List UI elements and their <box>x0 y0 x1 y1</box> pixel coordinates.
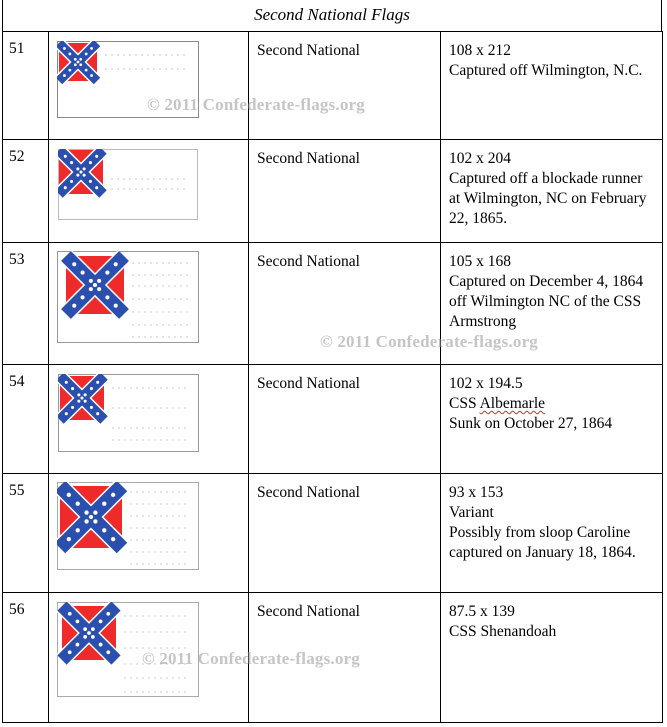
saltire-star <box>87 631 91 635</box>
saltire-star <box>89 161 92 164</box>
saltire-star <box>63 74 66 77</box>
flag-type: Second National <box>249 32 441 140</box>
saltire-star <box>79 58 82 61</box>
saltire-star <box>76 528 80 532</box>
saltire-star <box>90 74 93 77</box>
flag-info-line: Possibly from sloop Caroline <box>449 524 631 541</box>
saltire-star <box>71 387 74 390</box>
flag-number: 52 <box>3 140 49 243</box>
flag-info-line-prefix: CSS <box>449 395 480 412</box>
saltire-star <box>68 69 71 72</box>
flag-image-cell <box>49 32 249 140</box>
flag-info-line: CSS Shenandoah <box>449 623 557 640</box>
saltire-star <box>90 47 93 50</box>
saltire-star <box>91 635 95 639</box>
flag-image <box>57 251 199 343</box>
flags-table <box>2 31 663 723</box>
saltire-star <box>91 627 95 631</box>
saltire-star <box>72 304 76 308</box>
flag-info-line: 22, 1865. <box>449 210 508 227</box>
saltire-star <box>65 412 68 415</box>
table-caption <box>2 0 662 32</box>
saltire-star <box>74 58 77 61</box>
saltire-star <box>79 170 82 173</box>
saltire-star <box>84 393 87 396</box>
saltire-star <box>76 502 80 506</box>
saltire-star <box>81 295 85 299</box>
saltire-star <box>114 262 118 266</box>
saltire-star <box>93 510 97 514</box>
flag-type: Second National <box>249 243 441 365</box>
saltire-star <box>70 180 73 183</box>
spellcheck-flagged-word: Albemarle <box>479 395 546 412</box>
saltire-star <box>95 155 98 158</box>
saltire-star <box>68 650 72 654</box>
table-row <box>3 474 663 593</box>
flag-info-line: Armstrong <box>449 313 517 330</box>
flag-catalog-page <box>2 0 662 727</box>
flag-info-line: Captured on December 4, 1864 <box>449 273 644 290</box>
saltire-star <box>93 519 97 523</box>
flag-type: Second National <box>249 474 441 593</box>
flag-info-line <box>449 394 662 414</box>
flag-type: Second National <box>249 593 441 723</box>
saltire-star <box>105 271 109 275</box>
saltire-star <box>76 620 80 624</box>
saltire-star <box>85 69 88 72</box>
saltire-star <box>99 620 103 624</box>
saltire-star <box>76 643 80 647</box>
flag-number: 56 <box>3 593 49 723</box>
flag-info <box>441 593 663 723</box>
flag-info-line: Captured off a blockade runner <box>449 170 643 187</box>
flag-number: 54 <box>3 365 49 474</box>
flag-info-line: Captured off Wilmington, N.C. <box>449 62 643 79</box>
flag-image <box>57 482 199 570</box>
saltire-star <box>76 174 79 177</box>
flag-info <box>441 474 663 593</box>
flag-number: 53 <box>3 243 49 365</box>
saltire-star <box>84 510 88 514</box>
table-row <box>3 32 663 140</box>
saltire-star <box>84 400 87 403</box>
saltire-star <box>97 287 101 291</box>
saltire-star <box>64 186 67 189</box>
saltire-star <box>96 412 99 415</box>
saltire-star <box>72 262 76 266</box>
saltire-star <box>89 515 93 519</box>
watermark-text: © 2011 Confederate-flags.org <box>142 649 361 668</box>
flag-type: Second National <box>249 140 441 243</box>
saltire-star <box>79 63 82 66</box>
saltire-star <box>81 271 85 275</box>
flag-info-line: 105 x 168 <box>449 253 511 270</box>
saltire-star <box>106 612 110 616</box>
saltire-star <box>89 180 92 183</box>
flag-info-line: at Wilmington, NC on February <box>449 190 647 207</box>
flag-image-cell <box>49 243 249 365</box>
saltire-star <box>77 393 80 396</box>
table-caption-text: Second National Flags <box>254 5 410 24</box>
table-row <box>3 365 663 474</box>
flag-info-line: 93 x 153 <box>449 484 504 501</box>
saltire-star <box>89 287 93 291</box>
saltire-star <box>102 528 106 532</box>
saltire-star <box>111 537 115 541</box>
saltire-star <box>80 396 83 399</box>
saltire-star <box>83 635 87 639</box>
saltire-star <box>96 381 99 384</box>
table-row <box>3 140 663 243</box>
flag-image-cell <box>49 365 249 474</box>
saltire-star <box>83 627 87 631</box>
saltire-star <box>97 279 101 283</box>
flag-info-line: Variant <box>449 504 494 521</box>
saltire-star <box>90 406 93 409</box>
flag-info <box>441 140 663 243</box>
saltire-star <box>111 493 115 497</box>
saltire-star <box>71 406 74 409</box>
saltire-star <box>85 52 88 55</box>
saltire-star <box>68 52 71 55</box>
flag-image-cell <box>49 474 249 593</box>
flag-image-cell <box>49 140 249 243</box>
flag-info-line: 108 x 212 <box>449 42 511 59</box>
saltire-star <box>74 63 77 66</box>
flag-info-line: 102 x 204 <box>449 150 511 167</box>
saltire-star <box>93 283 97 287</box>
saltire-star <box>65 381 68 384</box>
saltire-star <box>63 47 66 50</box>
saltire-star <box>84 519 88 523</box>
saltire-star <box>89 279 93 283</box>
watermark-text: © 2011 Confederate-flags.org <box>147 95 366 114</box>
flag-number: 51 <box>3 32 49 140</box>
watermark-text: © 2011 Confederate-flags.org <box>320 332 539 351</box>
flag-info-line: 87.5 x 139 <box>449 603 515 620</box>
saltire-star <box>102 502 106 506</box>
saltire-star <box>95 186 98 189</box>
flag-info <box>441 32 663 140</box>
flag-number: 55 <box>3 474 49 593</box>
flag-info-line: off Wilmington NC of the CSS <box>449 293 642 310</box>
saltire-star <box>67 537 71 541</box>
flag-info-line: 102 x 194.5 <box>449 375 523 392</box>
flag-image <box>58 374 199 452</box>
saltire-star <box>64 155 67 158</box>
saltire-star <box>114 304 118 308</box>
saltire-star <box>76 167 79 170</box>
saltire-star <box>99 643 103 647</box>
saltire-star <box>67 493 71 497</box>
flag-type: Second National <box>249 365 441 474</box>
flag-info-line: Sunk on October 27, 1864 <box>449 415 613 432</box>
saltire-star <box>106 650 110 654</box>
saltire-star <box>83 174 86 177</box>
saltire-star <box>68 612 72 616</box>
saltire-star <box>77 61 80 64</box>
saltire-star <box>105 295 109 299</box>
saltire-star <box>83 167 86 170</box>
flag-image <box>58 149 198 220</box>
flag-info-line: captured on January 18, 1864. <box>449 544 636 561</box>
saltire-star <box>77 400 80 403</box>
saltire-star <box>70 161 73 164</box>
saltire-star <box>90 387 93 390</box>
flag-info <box>441 365 663 474</box>
